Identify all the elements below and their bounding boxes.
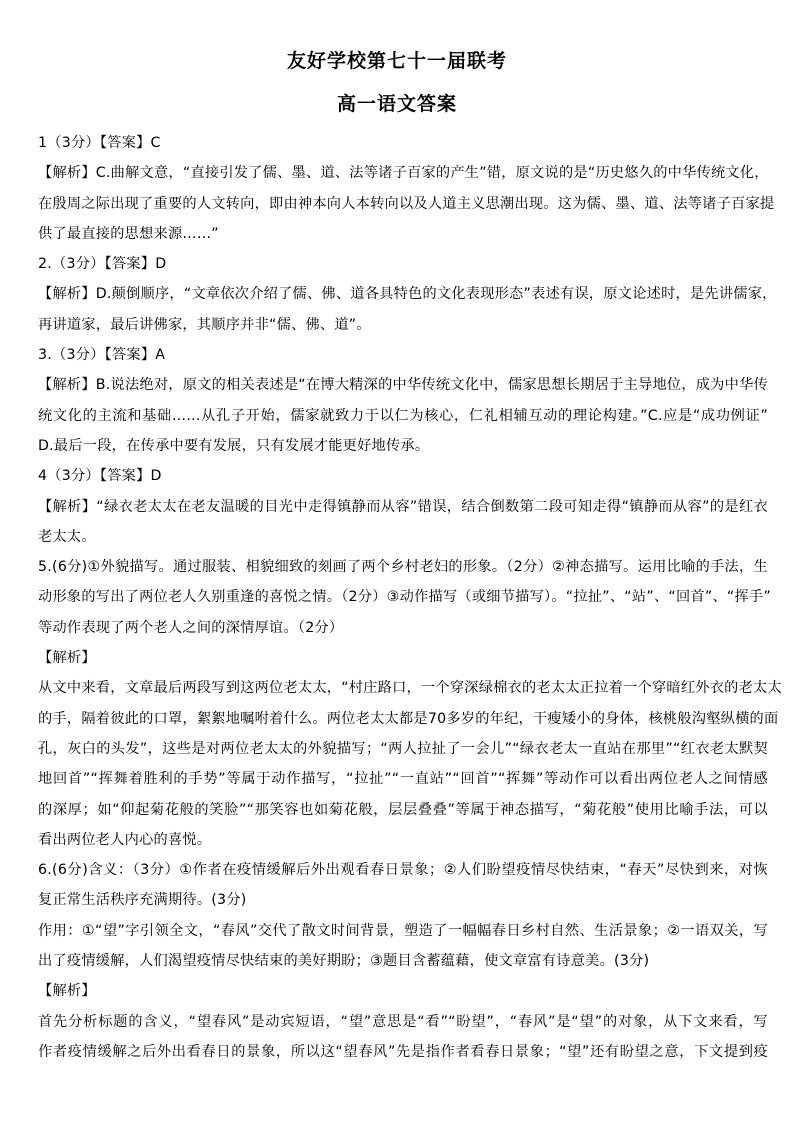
answer-line: 供了最直接的思想来源……” <box>38 225 219 242</box>
answer-line: 等动作表现了两个老人之间的深情厚谊。（2分） <box>38 619 344 636</box>
answer-line: 【解析】D.颠倒顺序，“文章依次介绍了儒、佛、道各具特色的文化表现形态”表述有误，原文论述时，是先讲儒家， <box>38 286 777 303</box>
answer-line: 5.(6分)①外貌描写。通过服装、相貌细致的刻画了两个乡村老妇的形象。（2分）②神态描写。运用比喻的手法，生 <box>38 559 768 576</box>
school-exam-title: 友好学校第七十一届联考 <box>286 50 507 72</box>
answer-line: 【解析】“绿衣老太太在老友温暖的目光中走得镇静而从容”错误，结合倒数第二段可知走得“镇静而从容”的是红衣 <box>38 498 768 515</box>
answer-line: 的深厚；如“仰起菊花般的笑脸”“那笑容也如菊花般，层层叠叠”等属于神态描写，“菊花般”使用比喻手法，可以 <box>38 801 768 818</box>
answer-line: 【解析】B.说法绝对，原文的相关表述是“在博大精深的中华传统文化中，儒家思想长期居于主导地位，成为中华传 <box>38 377 768 394</box>
answer-line: 【解析】 <box>38 983 96 1000</box>
answer-line: 【解析】 <box>38 650 96 667</box>
answer-line: 2.（3分）【答案】D <box>38 256 167 273</box>
answer-line: 在殷周之际出现了重要的人文转向，即由神本向人本转向以及人道主义思潮出现。这为儒、墨、道、法等诸子百家提 <box>38 195 775 212</box>
answer-line: 1（3分）【答案】C <box>38 135 161 151</box>
answer-line: 统文化的主流和基础……从孔子开始，儒家就致力于以仁为核心，仁礼相辅互动的理论构建。”C.应是“成功例证” <box>38 407 768 424</box>
answer-line: D.最后一段，在传承中要有发展，只有发展才能更好地传承。 <box>38 437 430 454</box>
answer-line: 孔，灰白的头发”，这些是对两位老太太的外貌描写；“两人拉扯了一会儿”“绿衣老太一直站在那里”“红衣老太默契 <box>38 740 768 757</box>
answer-line: 复正常生活秩序充满期待。(3分) <box>38 892 247 909</box>
answer-line: 作者疫情缓解之后外出看春日的景象，所以这“望春风”先是指作者看春日景象；“望”还有盼望之意，下文提到疫 <box>38 1043 768 1060</box>
answer-line: 4（3分）【答案】D <box>38 468 162 485</box>
answer-line: 作用：①“望”字引领全文，“春风”交代了散文时间背景，塑造了一幅幅春日乡村自然、生活景象；②一语双关，写 <box>38 922 768 939</box>
answer-line: 老太太。 <box>38 528 96 545</box>
answer-line: 首先分析标题的含义，“望春风”是动宾短语，“望”意思是“看”“盼望”，“春风”是“望”的对象，从下文来看，写 <box>38 1013 768 1030</box>
answer-line: 再讲道家，最后讲佛家，其顺序并非“儒、佛、道”。 <box>38 316 371 333</box>
answer-line: 地回首”“挥舞着胜利的手势”等属于动作描写，“拉扯”“一直站”“回首”“挥舞”等动作可以看出两位老人之间情感 <box>38 771 768 788</box>
answer-line: 出了疫情缓解，人们渴望疫情尽快结束的美好期盼；③题目含蓄蕴藉，使文章富有诗意美。(3分) <box>38 953 650 970</box>
answer-line: 动形象的写出了两位老人久别重逢的喜悦之情。（2分）③动作描写（或细节描写）。“拉扯”、“站”、“回首”、“挥手” <box>38 589 771 606</box>
answer-line: 6.(6分)含义：（3分）①作者在疫情缓解后外出观看春日景象；②人们盼望疫情尽快结束，“春天”尽快到来，对恢 <box>38 862 768 879</box>
answer-line: 从文中来看，文章最后两段写到这两位老太太，“村庄路口，一个穿深绿棉衣的老太太正拉着一个穿暗红外衣的老太太 <box>38 680 782 697</box>
answer-line: 的手，隔着彼此的口罩，絮絮地嘱咐着什么。两位老太太都是70多岁的年纪，干瘦矮小的身体，核桃般沟壑纵横的面 <box>38 710 779 727</box>
answer-line: 【解析】C.曲解文意，“直接引发了儒、墨、道、法等诸子百家的产生”错，原文说的是“历史悠久的中华传统文化， <box>38 165 769 182</box>
answer-line: 看出两位老人内心的喜悦。 <box>38 831 212 848</box>
answer-key-subtitle: 高一语文答案 <box>336 93 457 115</box>
answer-line: 3.（3分）【答案】A <box>38 347 166 364</box>
answer-body <box>38 128 782 1067</box>
